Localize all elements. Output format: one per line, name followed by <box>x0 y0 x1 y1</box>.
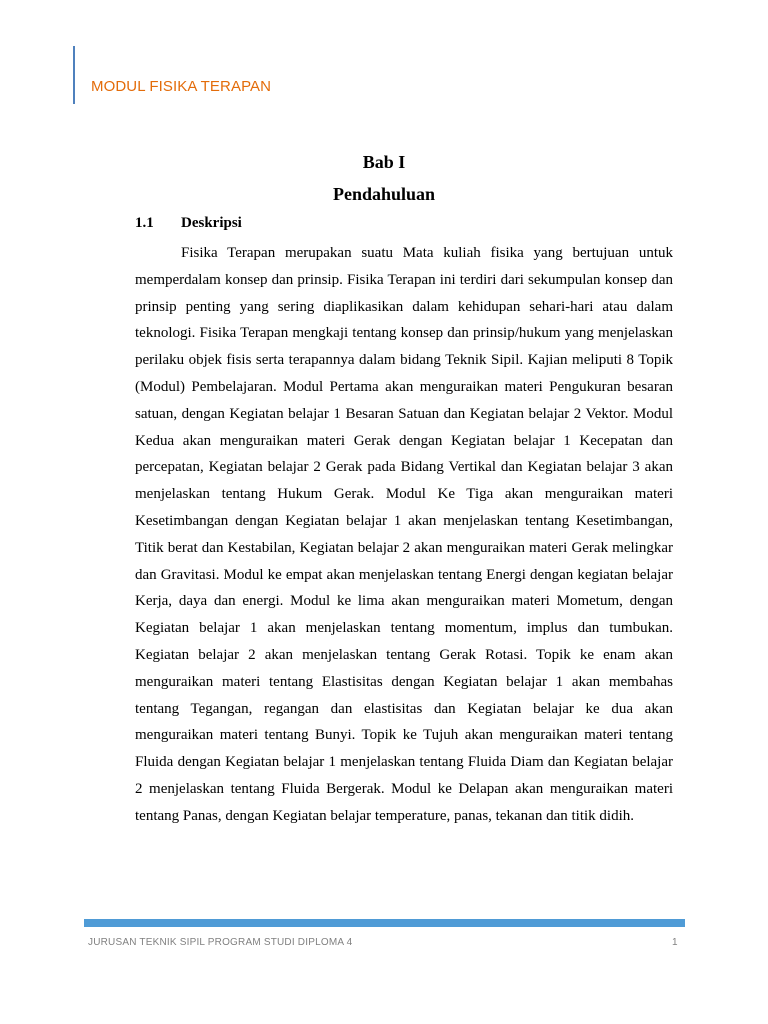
chapter-number: Bab I <box>362 152 406 172</box>
section-heading <box>135 215 242 232</box>
chapter-title: Pendahuluan <box>332 184 436 204</box>
footer-rule <box>84 919 685 927</box>
running-header-title: MODUL FISIKA TERAPAN <box>91 78 272 95</box>
footer-department-text: JURUSAN TEKNIK SIPIL PROGRAM STUDI DIPLOMA 4 <box>88 937 353 948</box>
section-number: 1.1 <box>135 215 154 231</box>
page-number: 1 <box>672 937 678 948</box>
section-title: Deskripsi <box>181 215 242 231</box>
description-paragraph: Fisika Terapan merupakan suatu Mata kuliah fisika yang bertujuan untuk memperdalam konsep dan prinsip. Fisika Terapan ini terdiri dari sekumpulan konsep dan prinsip penting yang sering diaplikasikan dalam kehidupan sehari-hari atau dalam teknologi. Fisika Terapan mengkaji tentang konsep dan prinsip/hukum yang menjelaskan perilaku objek fisis serta terapannya dalam bidang Teknik Sipil. Kajian meliputi 8 Topik (Modul) Pembelajaran. Modul Pertama akan menguraikan materi Pengukuran besaran satuan, dengan Kegiatan belajar 1 Besaran Satuan dan Kegiatan belajar 2 Vektor. Modul Kedua akan menguraikan materi Gerak dengan Kegiatan belajar 1 Kecepatan dan percepatan, Kegiatan belajar 2 Gerak pada Bidang Vertikal dan Kegiatan belajar 3 akan menjelaskan tentang Hukum Gerak. Modul Ke Tiga akan menguraikan materi Kesetimbangan dengan Kegiatan belajar 1 akan menjelaskan tentang Kesetimbangan, Titik berat dan Kestabilan, Kegiatan belajar 2 akan menguraikan materi Gerak melingkar dan Gravitasi. Modul ke empat akan menjelaskan tentang Energi dengan kegiatan belajar Kerja, daya dan energi. Modul ke lima akan menguraikan materi Mometum, dengan Kegiatan belajar 1 akan menjelaskan tentang momentum, implus dan tumbukan. Kegiatan belajar 2 akan menjelaskan tentang Gerak Rotasi. Topik ke enam akan menguraikan materi tentang Elastisitas dengan Kegiatan belajar 1 akan membahas tentang Tegangan, regangan dan elastisitas dan Kegiatan belajar ke dua akan menguraikan materi tentang Bunyi. Topik ke Tujuh akan menguraikan materi tentang Fluida dengan Kegiatan belajar 1 menjelaskan tentang Fluida Diam dan Kegiatan belajar 2 menjelaskan tentang Fluida Bergerak. Modul ke Delapan akan menguraikan materi tentang Panas, dengan Kegiatan belajar temperature, panas, tekanan dan titik didih. <box>135 245 673 824</box>
header-accent-bar <box>73 46 75 104</box>
